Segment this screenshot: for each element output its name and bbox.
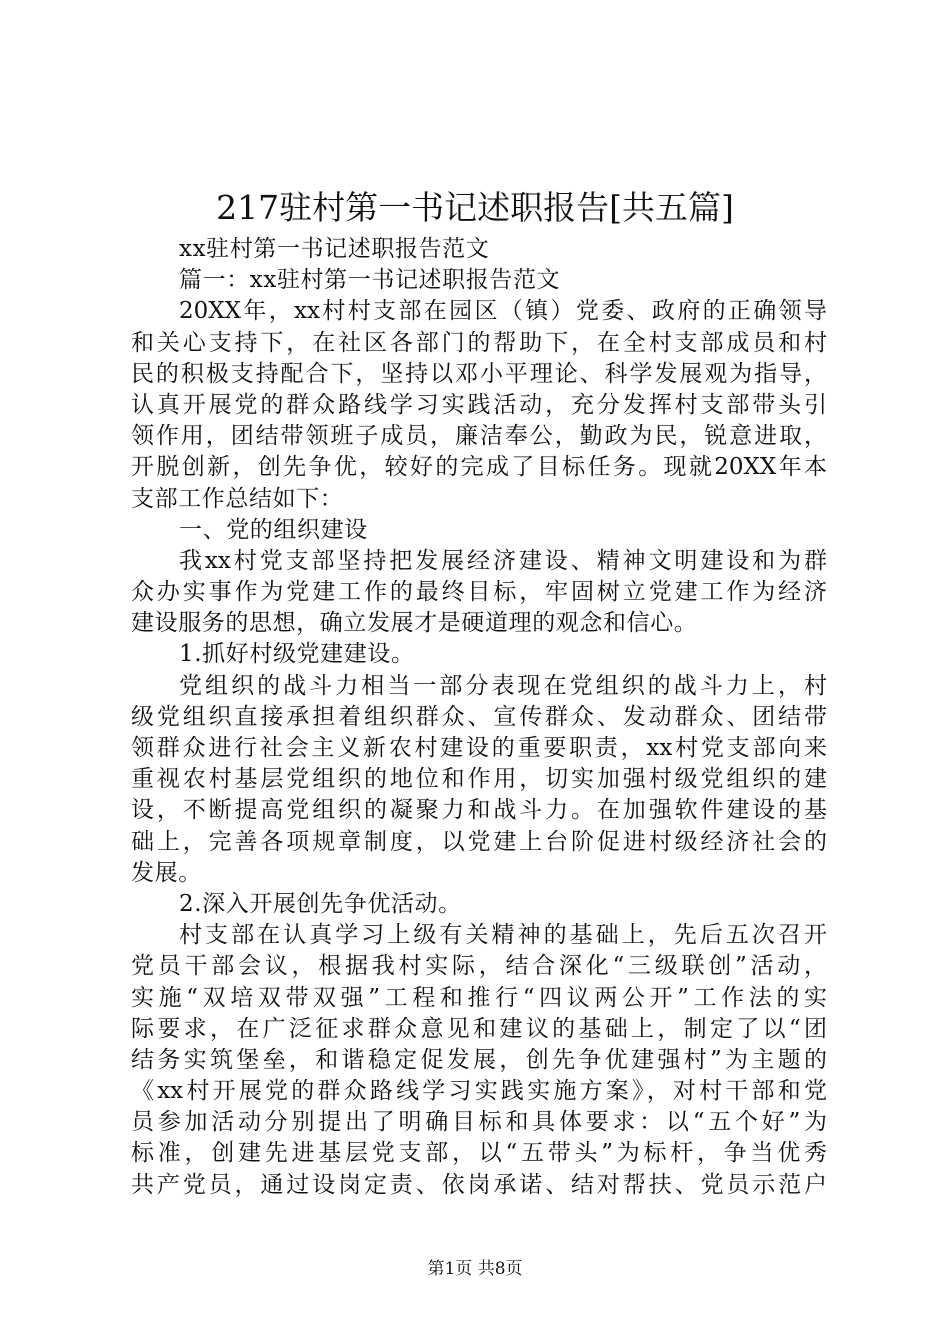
document-title: 217驻村第一书记述职报告[共五篇]: [216, 188, 734, 227]
text-line: 建设服务的思想，确立发展才是硬道理的观念和信心。: [131, 610, 698, 637]
text-line: 民的积极支持配合下，坚持以邓小平理论、科学发展观为指导，: [131, 360, 827, 387]
text-line: 实施“双培双带双强”工程和推行“四议两公开”工作法的实: [131, 984, 827, 1011]
text-line: 设，不断提高党组织的凝聚力和战斗力。在加强软件建设的基: [131, 797, 827, 824]
text-line: 篇一：xx驻村第一书记述职报告范文: [179, 267, 561, 294]
text-line: 础上，完善各项规章制度，以党建上台阶促进村级经济社会的: [131, 828, 827, 855]
subsection-heading: 1.抓好村级党建建设。: [179, 641, 415, 668]
text-line: 《xx村开展党的群众路线学习实践实施方案》，对村干部和党: [131, 1078, 827, 1105]
text-line: 标准，创建先进基层党支部，以“五带头”为标杆，争当优秀: [131, 1140, 827, 1167]
text-line: 重视农村基层党组织的地位和作用，切实加强村级党组织的建: [131, 766, 827, 793]
text-line: 支部工作总结如下：: [131, 485, 344, 512]
text-line: 我xx村党支部坚持把发展经济建设、精神文明建设和为群: [179, 547, 827, 574]
section-heading: 一、党的组织建设: [179, 516, 368, 543]
text-line: 众办实事作为党建工作的最终目标，牢固树立党建工作为经济: [131, 579, 827, 606]
text-line: 开脱创新，创先争优，较好的完成了目标任务。现就20XX年本: [131, 454, 827, 481]
text-line: 村支部在认真学习上级有关精神的基础上，先后五次召开: [179, 922, 827, 949]
text-line: 领作用，团结带领班子成员，廉洁奉公，勤政为民，锐意进取，: [131, 423, 827, 450]
document-body: [131, 234, 827, 1201]
text-line: 级党组织直接承担着组织群众、宣传群众、发动群众、团结带: [131, 703, 827, 730]
text-line: 认真开展党的群众路线学习实践活动，充分发挥村支部带头引: [131, 391, 827, 418]
subsection-heading: 2.深入开展创先争优活动。: [179, 890, 462, 917]
page-footer: 第1页 共8页: [427, 1259, 523, 1279]
text-line: 发展。: [131, 859, 202, 886]
text-line: 际要求，在广泛征求群众意见和建议的基础上，制定了以“团: [131, 1015, 827, 1042]
text-line: 党组织的战斗力相当一部分表现在党组织的战斗力上，村: [179, 672, 827, 699]
text-line: xx驻村第一书记述职报告范文: [179, 236, 490, 262]
text-line: 领群众进行社会主义新农村建设的重要职责，xx村党支部向来: [131, 735, 827, 761]
text-line: 共产党员，通过设岗定责、依岗承诺、结对帮扶、党员示范户: [131, 1171, 827, 1198]
text-line: 结务实筑堡垒，和谐稳定促发展，创先争优建强村”为主题的: [131, 1046, 827, 1073]
text-line: 和关心支持下，在社区各部门的帮助下，在全村支部成员和村: [131, 329, 827, 356]
text-line: 党员干部会议，根据我村实际，结合深化“三级联创”活动，: [131, 953, 827, 980]
text-line: 员参加活动分别提出了明确目标和具体要求：以“五个好”为: [131, 1109, 827, 1136]
text-line: 20XX年，xx村村支部在园区（镇）党委、政府的正确领导: [179, 298, 827, 325]
